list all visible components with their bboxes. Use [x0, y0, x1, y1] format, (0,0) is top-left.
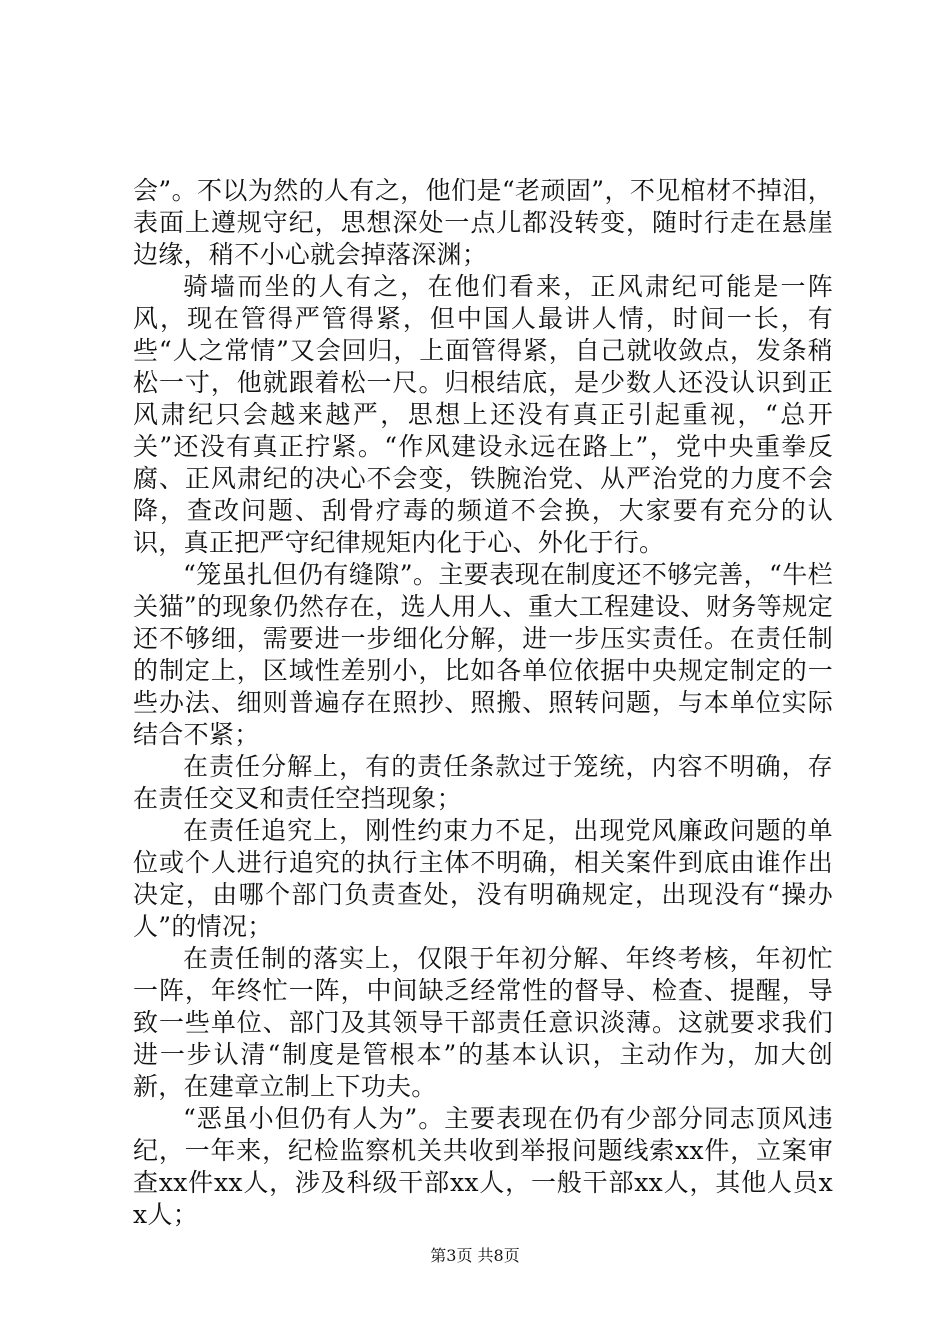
paragraph-1: 会”。不以为然的人有之，他们是“老顽固”，不见棺材不掉泪，表面上遵规守纪，思想深处一点儿都没转变，随时行走在悬崖边缘，稍不小心就会掉落深渊； — [133, 176, 833, 269]
paragraph-4: 在责任分解上，有的责任条款过于笼统，内容不明确，存在责任交叉和责任空挡现象； — [133, 752, 833, 813]
page-footer: 第3页 共8页 — [430, 1246, 520, 1265]
paragraph-7: “恶虽小但仍有人为”。主要表现在仍有少部分同志顶风违纪，一年来，纪检监察机关共收到举报问题线索xx件，立案审查xx件xx人，涉及科级干部xx人，一般干部xx人，其他人员xx人； — [133, 1104, 833, 1229]
paragraph-3: “笼虽扎但仍有缝隙”。主要表现在制度还不够完善，“牛栏关猫”的现象仍然存在，选人用人、重大工程建设、财务等规定还不够细，需要进一步细化分解，进一步压实责任。在责任制的制定上，区域性差别小，比如各单位依据中央规定制定的一些办法、细则普遍存在照抄、照搬、照转问题，与本单位实际结合不紧； — [133, 560, 833, 749]
document-body — [133, 175, 833, 1231]
paragraph-2: 骑墙而坐的人有之，在他们看来，正风肃纪可能是一阵风，现在管得严管得紧，但中国人最讲人情，时间一长，有些“人之常情”又会回归，上面管得紧，自己就收敛点，发条稍松一寸，他就跟着松一尺。归根结底，是少数人还没认识到正风肃纪只会越来越严，思想上还没有真正引起重视，“总开关”还没有真正拧紧。“作风建设永远在路上”，党中央重拳反腐、正风肃纪的决心不会变，铁腕治党、从严治党的力度不会降，查改问题、刮骨疗毒的频道不会换，大家要有充分的认识，真正把严守纪律规矩内化于心、外化于行。 — [133, 272, 833, 557]
paragraph-6: 在责任制的落实上，仅限于年初分解、年终考核，年初忙一阵，年终忙一阵，中间缺乏经常性的督导、检查、提醒，导致一些单位、部门及其领导干部责任意识淡薄。这就要求我们进一步认清“制度是管根本”的基本认识，主动作为，加大创新，在建章立制上下功夫。 — [133, 944, 833, 1101]
paragraph-5: 在责任追究上，刚性约束力不足，出现党风廉政问题的单位或个人进行追究的执行主体不明确，相关案件到底由谁作出决定，由哪个部门负责查处，没有明确规定，出现没有“操办人”的情况； — [133, 816, 833, 941]
